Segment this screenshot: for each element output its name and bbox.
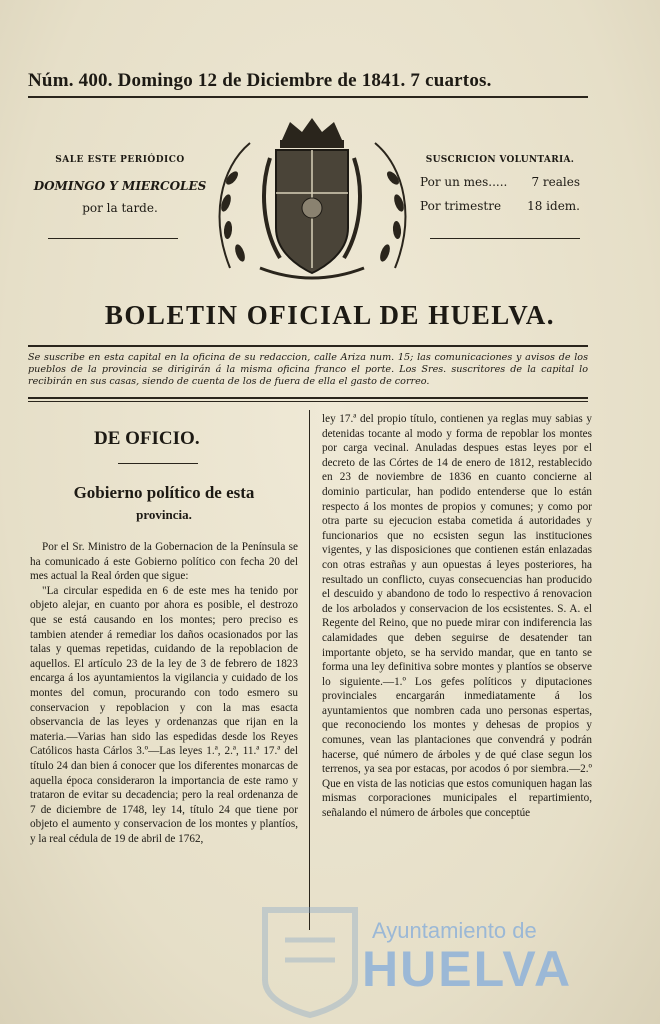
notice-rule-2 xyxy=(28,401,588,402)
top-rule xyxy=(28,96,588,98)
right-column xyxy=(322,412,592,821)
left-paragraph-2: "La circular espedida en 6 de este mes ha tenido por objeto alejar, en cuanto por ahora es posible, el destrozo que se está causando en los montes; pero preciso es tambien atender á remediar los daños ocasionados por las talas y quemas repetidas, cuidando de la repoblacion de aquellos. El artículo 23 de la ley de 3 de febrero de 1823 encarga á los ayuntamientos la vigilancia y cuidado de los montes del comun, procurando con todo esmero su conservacion y repoblacion y con la mas esacta observancia de las leyes y ordenanzas que rijan en la materia.—Varias han sido las espedidas desde los Reyes Católicos hasta Cárlos 3.º—Las leyes 1.ª, 2.ª, 11.ª 17.ª del título 24 dan bien á conocer que los diferentes monarcas de aquella época consideraron la importancia de este ramo y trataron de evitar su decadencia; pero la real ordenanza de 7 de diciembre de 1748, ley 14, título 24 que tiene por objeto el aumento y conservacion de los montes y plantíos, y la real cédula de 19 de abril de 1762, xyxy=(30,584,298,845)
title-rule xyxy=(28,345,588,347)
column-divider xyxy=(309,410,310,930)
subscription-info xyxy=(420,155,580,213)
price-label-quarter: Por trimestre xyxy=(420,199,502,213)
issue-line: Núm. 400. Domingo 12 de Diciembre de 1841. 7 cuartos. xyxy=(28,70,492,91)
price-row-month xyxy=(420,175,580,189)
price-value-quarter: 18 idem. xyxy=(527,199,580,213)
subheading-line-2: provincia. xyxy=(136,507,192,522)
subheading-line-1: Gobierno político de esta xyxy=(73,483,255,502)
right-sub-rule xyxy=(430,238,580,239)
section-subheading xyxy=(30,482,298,526)
section-rule xyxy=(118,463,198,464)
schedule-line-1: SALE ESTE PERIÓDICO xyxy=(55,155,185,165)
section-heading: DE OFICIO. xyxy=(94,428,200,449)
left-column xyxy=(30,540,298,846)
schedule-line-2: DOMINGO Y MIERCOLES xyxy=(33,179,207,193)
schedule-line-3: por la tarde. xyxy=(82,201,158,215)
price-row-quarter xyxy=(420,199,580,213)
notice-rule xyxy=(28,397,588,399)
price-label-month: Por un mes..... xyxy=(420,175,508,189)
watermark-line-1: Ayuntamiento de xyxy=(372,918,537,943)
right-paragraph-1: ley 17.ª del propio título, contienen ya reglas muy sabias y detenidas tocante al modo y forma de repoblar los montes por carga vecinal. Anuladas despues estas leyes por el decreto de las Córtes de 14 de enero de 1812, restablecido en 23 de noviembre de 1836 en cuanto concierne al dominio particular, han podido entenderse que lo están respecto á los montes de propios y comunes; y como por otra parte su ejecucion estaba cometida á autoridades y funcionarios que no ecsisten segun las instituciones vigentes, y las disposiciones que contienen están enlazadas con otras estrañas y aun opuestas á leyes posteriores, ha resultado un conflicto, cuyas consecuencias han producido el descuido y abandono de todo lo respectivo á renovacion de los arbolados y conservacion de los ecsistentes. S. A. el Regente del Reino, que no puede mirar con indiferencia las calamidades que deben seguirse de desatender tan importante objeto, se ha servido mandar, que en tanto se forma una ley definitiva sobre montes y plantíos se observe lo siguiente.—1.º Los gefes políticos y diputaciones provinciales encargarán inmediatamente á los ayuntamientos que nombren cada uno personas espertas, que reconociendo los montes y dehesas de propios y comunes, vean las plantaciones que convendrá y podrán hacerse, qué número de árboles y de qué clase segun los terrenos, ya sea por estacas, por acodos ó por siembra.—2.º Que en vista de las noticias que estos comuniquen hagan las mismas corporaciones municipales el repartimiento, señalando el número de árboles que conceptúe xyxy=(322,413,592,820)
subscription-heading: SUSCRICION VOLUNTARIA. xyxy=(425,155,575,165)
royal-crest-icon xyxy=(210,118,415,288)
publication-schedule xyxy=(30,155,210,215)
watermark-line-2: HUELVA xyxy=(362,941,573,997)
price-value-month: 7 reales xyxy=(531,175,580,189)
newspaper-title: BOLETIN OFICIAL DE HUELVA. xyxy=(104,300,556,330)
left-paragraph-1: Por el Sr. Ministro de la Gobernacion de la Península se ha comunicado á este Gobierno político con fecha 20 del mes actual la Real órden que sigue: xyxy=(30,541,298,583)
subscription-notice: Se suscribe en esta capital en la oficina de su redaccion, calle Ariza num. 15; las comunicaciones y avisos de los pueblos de la provincia se dirigirán á la misma oficina franco el porte. Los Sres. suscritores de la capital lo recibirán en sus casas, siendo de cuenta de los de fuera de ella el gasto de correo. xyxy=(28,352,588,387)
left-sub-rule xyxy=(48,238,178,239)
